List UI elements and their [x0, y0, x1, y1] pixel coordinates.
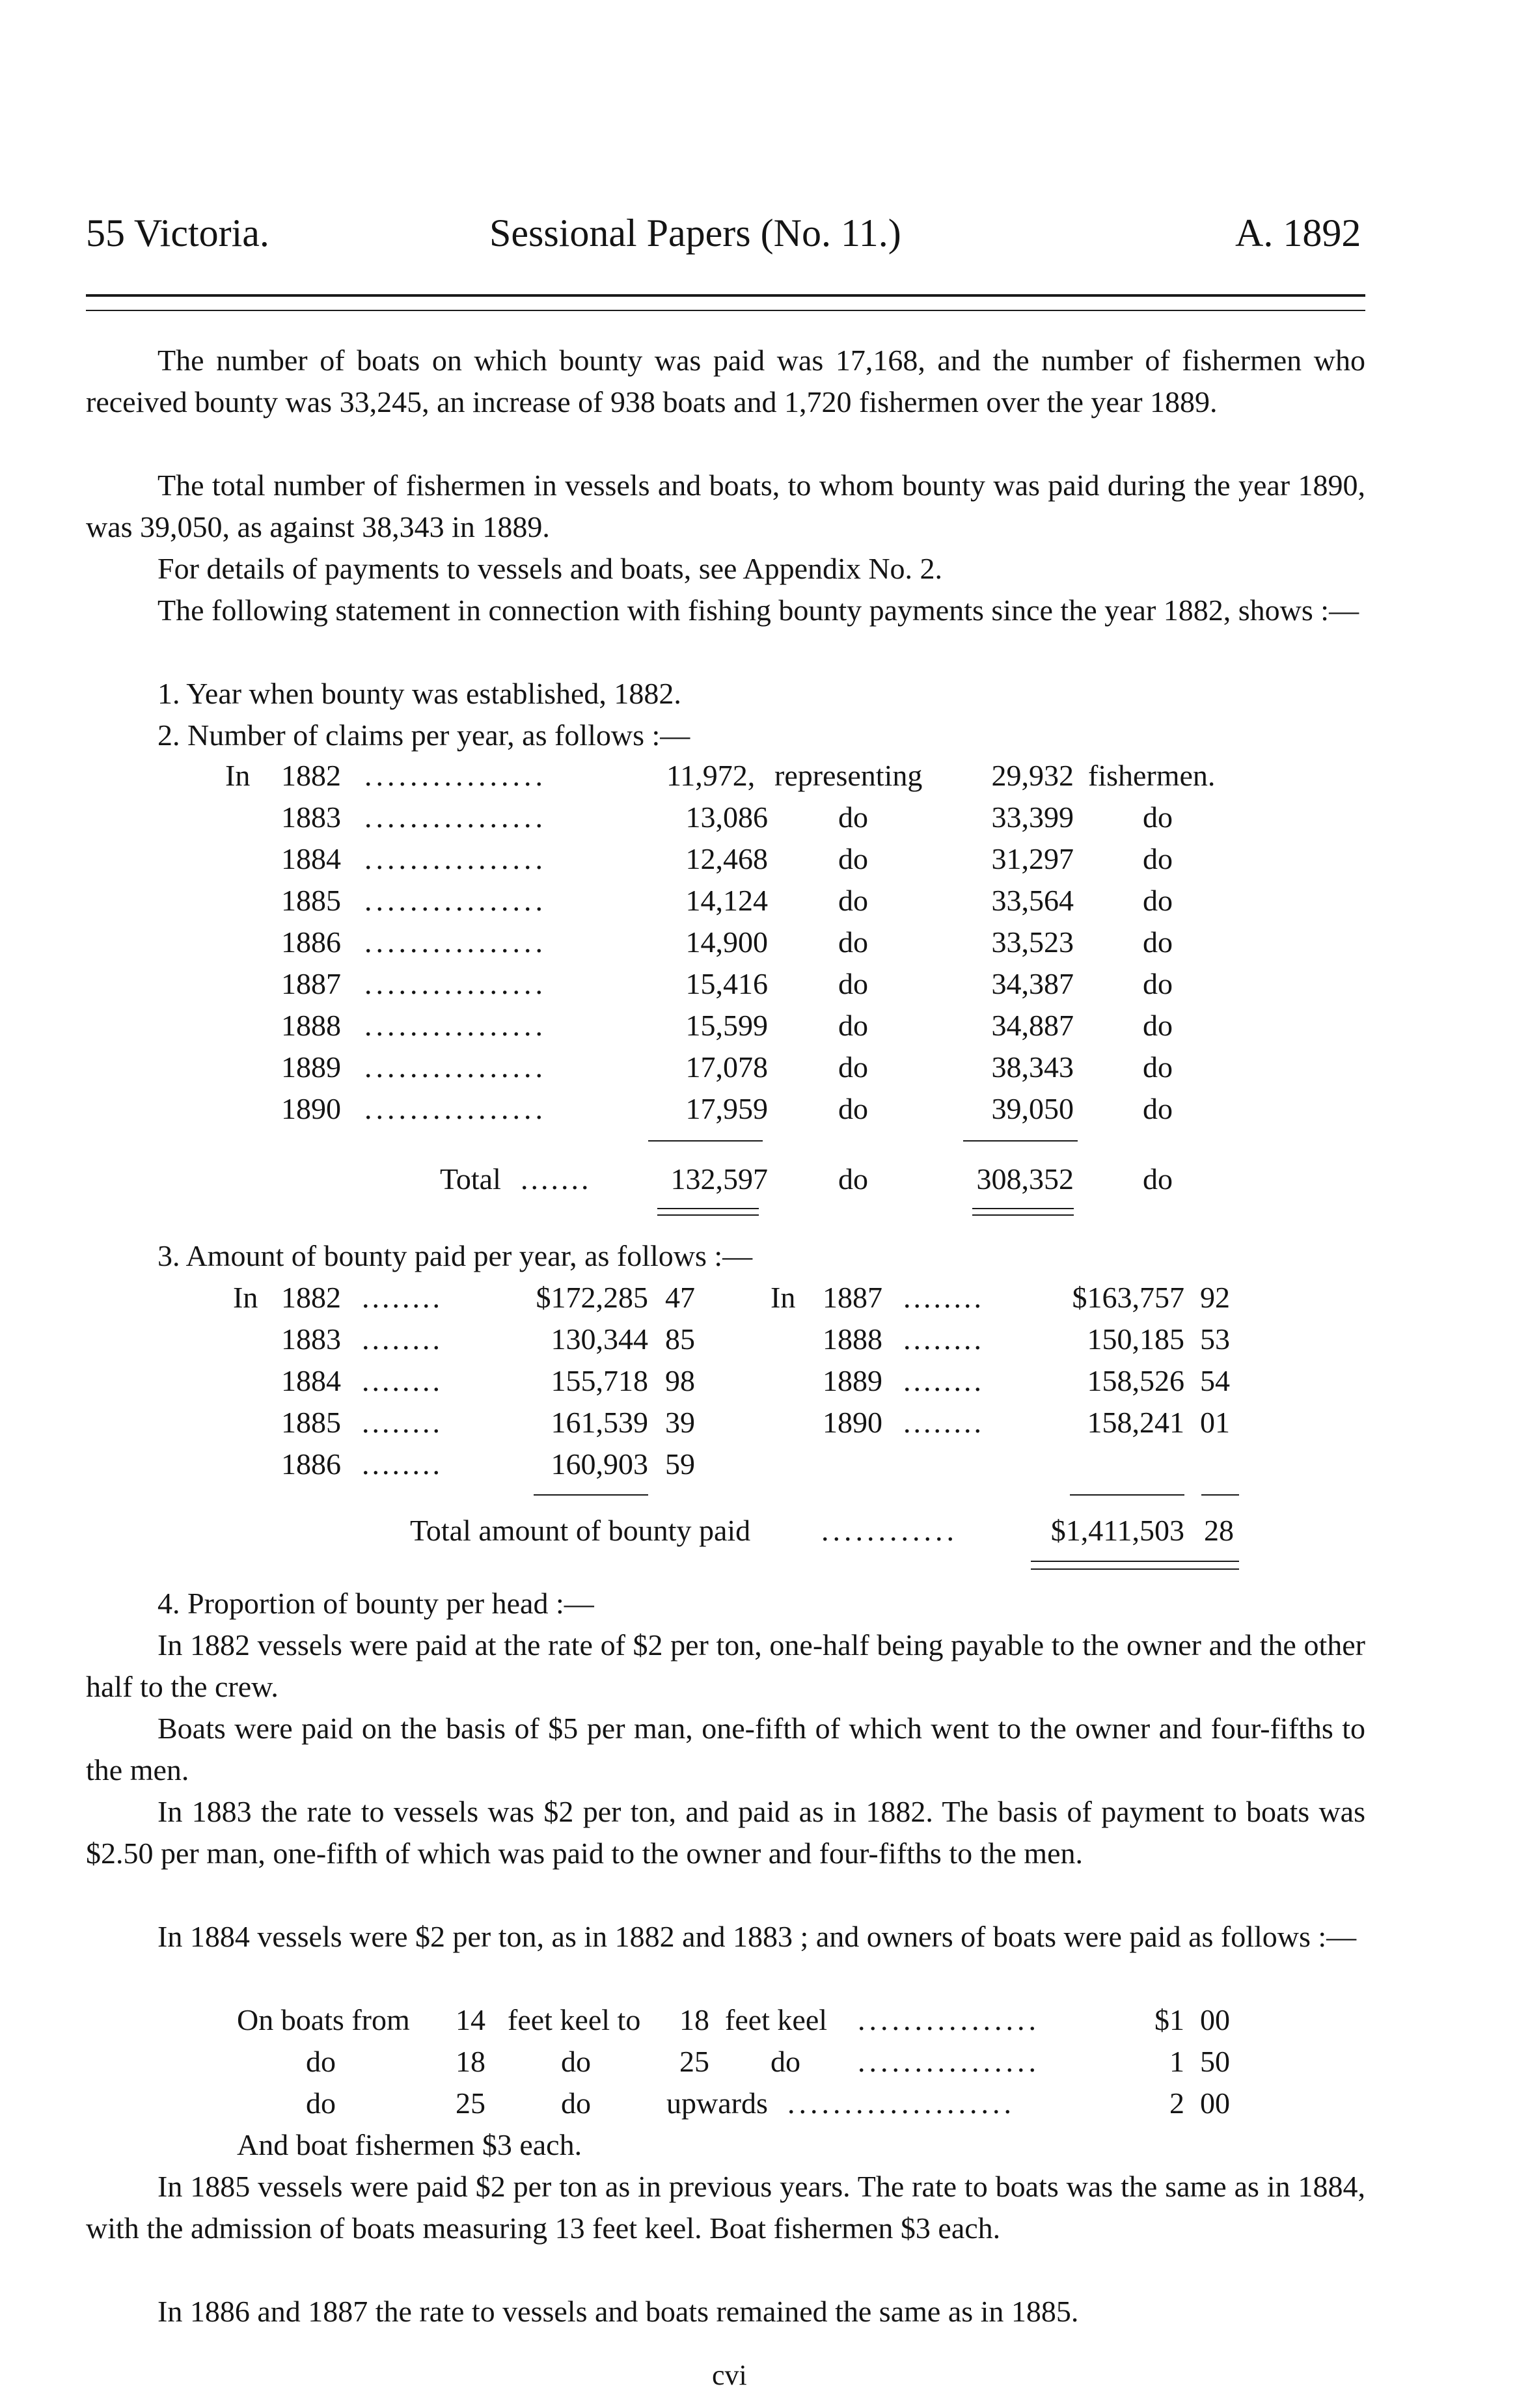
- claims-word: do: [838, 1050, 868, 1084]
- header-rule-thin: [86, 310, 1365, 311]
- leader-dots: ................: [364, 967, 547, 1000]
- leader-dots: ................: [364, 884, 547, 917]
- claims-unit: do: [1143, 1050, 1173, 1084]
- claims-unit: do: [1143, 884, 1173, 917]
- claims-word: do: [838, 800, 868, 834]
- paragraph-1883-rate: In 1883 the rate to vessels was $2 per ton, and paid as in 1882. The basis of payment to boats was $2.50 per man, one-fifth of which was paid to the owner and four-fifths to the men.: [86, 1795, 1365, 1870]
- amount-cents: 53: [1200, 1322, 1230, 1356]
- amount-dollars: $172,285: [536, 1281, 648, 1314]
- claims-count: 13,086: [685, 800, 768, 834]
- keel-b: 25: [456, 2086, 485, 2120]
- amount-dollars: 155,718: [551, 1364, 648, 1397]
- claims-word: do: [838, 842, 868, 875]
- amount-total-cents: 28: [1204, 1514, 1234, 1547]
- claims-subtotal-rule: [648, 1140, 763, 1142]
- item-year-established: 1. Year when bounty was established, 1882.: [157, 677, 681, 710]
- amount-total-rule: [1031, 1568, 1239, 1570]
- keel-b: 14: [456, 2003, 485, 2036]
- amount-in-label-right: In: [771, 1281, 796, 1314]
- claims-unit: do: [1143, 842, 1173, 875]
- amount-year: 1889: [823, 1364, 882, 1397]
- amount-dollars: 158,241: [1087, 1406, 1184, 1439]
- claims-fishermen: 33,523: [991, 925, 1074, 959]
- keel-c: do: [561, 2045, 591, 2078]
- claims-count: 15,599: [685, 1009, 768, 1042]
- amount-total-dollars: $1,411,503: [1050, 1514, 1184, 1547]
- item-proportion-heading: 4. Proportion of bounty per head :—: [157, 1587, 594, 1620]
- claims-in-label: In: [225, 759, 251, 792]
- claims-year: 1882: [281, 759, 341, 792]
- claims-fishermen: 33,399: [991, 800, 1074, 834]
- paragraph-1885-rate: In 1885 vessels were paid $2 per ton as in previous years. The rate to boats was the same as in 1884, with the admission of boats measuring 13 feet keel. Boat fishermen $3 each.: [86, 2170, 1365, 2245]
- claims-total-rule: [657, 1214, 759, 1216]
- claims-total-label: Total: [440, 1162, 501, 1196]
- claims-count: 11,972,: [666, 759, 756, 792]
- paragraph-fishermen-total: The total number of fishermen in vessels and boats, to whom bounty was paid during the year 1890, was 39,050, as against 38,343 in 1889.: [86, 469, 1365, 543]
- claims-fishermen: 33,564: [991, 884, 1074, 917]
- leader-dots: ........: [903, 1406, 984, 1439]
- claims-unit: do: [1143, 1009, 1173, 1042]
- amount-dollars: 150,185: [1087, 1322, 1184, 1356]
- amount-year: 1882: [281, 1281, 341, 1314]
- claims-year: 1883: [281, 800, 341, 834]
- paragraph-1884-rate: In 1884 vessels were $2 per ton, as in 1882 and 1883 ; and owners of boats were paid as follows :—: [157, 1920, 1357, 1953]
- amount-in-label: In: [233, 1281, 258, 1314]
- item-amount-heading: 3. Amount of bounty paid per year, as follows :—: [157, 1239, 753, 1272]
- keel-c: feet keel to: [508, 2003, 641, 2036]
- claims-count: 12,468: [685, 842, 768, 875]
- leader-dots: ................: [364, 800, 547, 834]
- leader-dots: ........: [903, 1322, 984, 1356]
- keel-cents: 00: [1200, 2003, 1230, 2036]
- claims-count: 15,416: [685, 967, 768, 1000]
- claims-unit: do: [1143, 925, 1173, 959]
- fishermen-total-rule: [972, 1208, 1074, 1209]
- leader-dots: ........: [903, 1281, 984, 1314]
- leader-dots: ........: [362, 1281, 443, 1314]
- claims-unit: fishermen.: [1088, 759, 1216, 792]
- paragraph-boats: The number of boats on which bounty was paid was 17,168, and the number of fishermen who received bounty was 33,245, an increase of 938 boats and 1,720 fishermen over the year 1889.: [86, 344, 1365, 418]
- header-title: Sessional Papers (No. 11.): [489, 212, 901, 254]
- fishermen-subtotal-rule: [963, 1140, 1078, 1142]
- claims-count: 14,900: [685, 925, 768, 959]
- claims-year: 1888: [281, 1009, 341, 1042]
- header-year: A. 1892: [1235, 212, 1361, 254]
- amount-year: 1885: [281, 1406, 341, 1439]
- page-number: cvi: [712, 2359, 747, 2391]
- keel-e: upwards: [666, 2086, 768, 2120]
- amount-year: 1886: [281, 1447, 341, 1481]
- amount-cents: 59: [665, 1447, 695, 1481]
- keel-d: 18: [679, 2003, 709, 2036]
- claims-count: 17,078: [685, 1050, 768, 1084]
- claims-year: 1884: [281, 842, 341, 875]
- leader-dots: ................: [364, 842, 547, 875]
- leader-dots: ....................: [787, 2086, 1015, 2120]
- claims-year: 1887: [281, 967, 341, 1000]
- leader-dots: ........: [362, 1447, 443, 1481]
- leader-dots: ................: [858, 2003, 1040, 2036]
- leader-dots: .......: [521, 1162, 592, 1196]
- claims-total-word: do: [838, 1162, 868, 1196]
- amount-dollars: 158,526: [1087, 1364, 1184, 1397]
- leader-dots: ........: [362, 1364, 443, 1397]
- claims-year: 1886: [281, 925, 341, 959]
- amount-year: 1884: [281, 1364, 341, 1397]
- leader-dots: ................: [364, 1009, 547, 1042]
- amount-year: 1890: [823, 1406, 882, 1439]
- amount-dollars: 130,344: [551, 1322, 648, 1356]
- keel-cents: 00: [1200, 2086, 1230, 2120]
- claims-year: 1885: [281, 884, 341, 917]
- claims-word: do: [838, 884, 868, 917]
- paragraph-details: For details of payments to vessels and boats, see Appendix No. 2.: [157, 552, 943, 585]
- leader-dots: ........: [903, 1364, 984, 1397]
- leader-dots: ........: [362, 1322, 443, 1356]
- leader-dots: ................: [364, 1050, 547, 1084]
- amount-dollars: $163,757: [1072, 1281, 1184, 1314]
- amount-cents: 39: [665, 1406, 695, 1439]
- claims-fishermen: 29,932: [991, 759, 1074, 792]
- keel-dollars: 2: [1169, 2086, 1184, 2120]
- item-claims-heading: 2. Number of claims per year, as follows :—: [157, 718, 690, 752]
- leader-dots: ................: [364, 925, 547, 959]
- leader-dots: ................: [364, 1092, 547, 1125]
- keel-a: On boats from: [237, 2003, 410, 2036]
- amount-cents-rule: [1201, 1494, 1239, 1496]
- leader-dots: ........: [362, 1406, 443, 1439]
- keel-note: And boat fishermen $3 each.: [237, 2128, 582, 2161]
- claims-total-count: 132,597: [670, 1162, 768, 1196]
- keel-dollars: 1: [1169, 2045, 1184, 2078]
- keel-dollars: $1: [1154, 2003, 1184, 2036]
- claims-fishermen: 39,050: [991, 1092, 1074, 1125]
- claims-fishermen: 38,343: [991, 1050, 1074, 1084]
- amount-cents: 92: [1200, 1281, 1230, 1314]
- amount-cents: 54: [1200, 1364, 1230, 1397]
- amount-cents: 01: [1200, 1406, 1230, 1439]
- claims-word: representing: [774, 759, 923, 792]
- claims-word: do: [838, 1092, 868, 1125]
- amount-year: 1888: [823, 1322, 882, 1356]
- claims-fishermen: 31,297: [991, 842, 1074, 875]
- keel-b: 18: [456, 2045, 485, 2078]
- keel-a: do: [306, 2045, 336, 2078]
- paragraph-1886-1887-rate: In 1886 and 1887 the rate to vessels and boats remained the same as in 1885.: [157, 2295, 1079, 2328]
- keel-e: do: [771, 2045, 800, 2078]
- amount-total-rule: [1031, 1561, 1239, 1562]
- leader-dots: ................: [364, 759, 547, 792]
- header-rule-thick: [86, 294, 1365, 297]
- keel-cents: 50: [1200, 2045, 1230, 2078]
- header-session: 55 Victoria.: [86, 212, 269, 254]
- paragraph-1882-rate: In 1882 vessels were paid at the rate of $2 per ton, one-half being payable to the owner and the other half to the crew.: [86, 1628, 1365, 1703]
- claims-total-fishermen: 308,352: [976, 1162, 1074, 1196]
- claims-total-rule: [657, 1208, 759, 1209]
- keel-e: feet keel: [725, 2003, 828, 2036]
- amount-cents: 85: [665, 1322, 695, 1356]
- amount-cents: 98: [665, 1364, 695, 1397]
- keel-c: do: [561, 2086, 591, 2120]
- amount-dollars: 160,903: [551, 1447, 648, 1481]
- amount-year: 1887: [823, 1281, 882, 1314]
- claims-unit: do: [1143, 967, 1173, 1000]
- amount-left-rule: [534, 1494, 648, 1496]
- keel-d: 25: [679, 2045, 709, 2078]
- fishermen-total-rule: [972, 1214, 1074, 1216]
- claims-year: 1890: [281, 1092, 341, 1125]
- leader-dots: ................: [858, 2045, 1040, 2078]
- claims-fishermen: 34,887: [991, 1009, 1074, 1042]
- claims-year: 1889: [281, 1050, 341, 1084]
- claims-unit: do: [1143, 800, 1173, 834]
- amount-year: 1883: [281, 1322, 341, 1356]
- claims-count: 17,959: [685, 1092, 768, 1125]
- paragraph-boat-basis: Boats were paid on the basis of $5 per man, one-fifth of which went to the owner and four-fifths to the men.: [86, 1712, 1365, 1786]
- claims-word: do: [838, 925, 868, 959]
- leader-dots: ............: [821, 1514, 958, 1547]
- claims-word: do: [838, 1009, 868, 1042]
- amount-dollars: 161,539: [551, 1406, 648, 1439]
- claims-count: 14,124: [685, 884, 768, 917]
- claims-fishermen: 34,387: [991, 967, 1074, 1000]
- claims-total-unit: do: [1143, 1162, 1173, 1196]
- claims-unit: do: [1143, 1092, 1173, 1125]
- claims-word: do: [838, 967, 868, 1000]
- keel-a: do: [306, 2086, 336, 2120]
- amount-total-label: Total amount of bounty paid: [410, 1514, 751, 1547]
- paragraph-statement: The following statement in connection with fishing bounty payments since the year 1882, shows :—: [157, 594, 1359, 627]
- amount-cents: 47: [665, 1281, 695, 1314]
- amount-right-rule: [1070, 1494, 1184, 1496]
